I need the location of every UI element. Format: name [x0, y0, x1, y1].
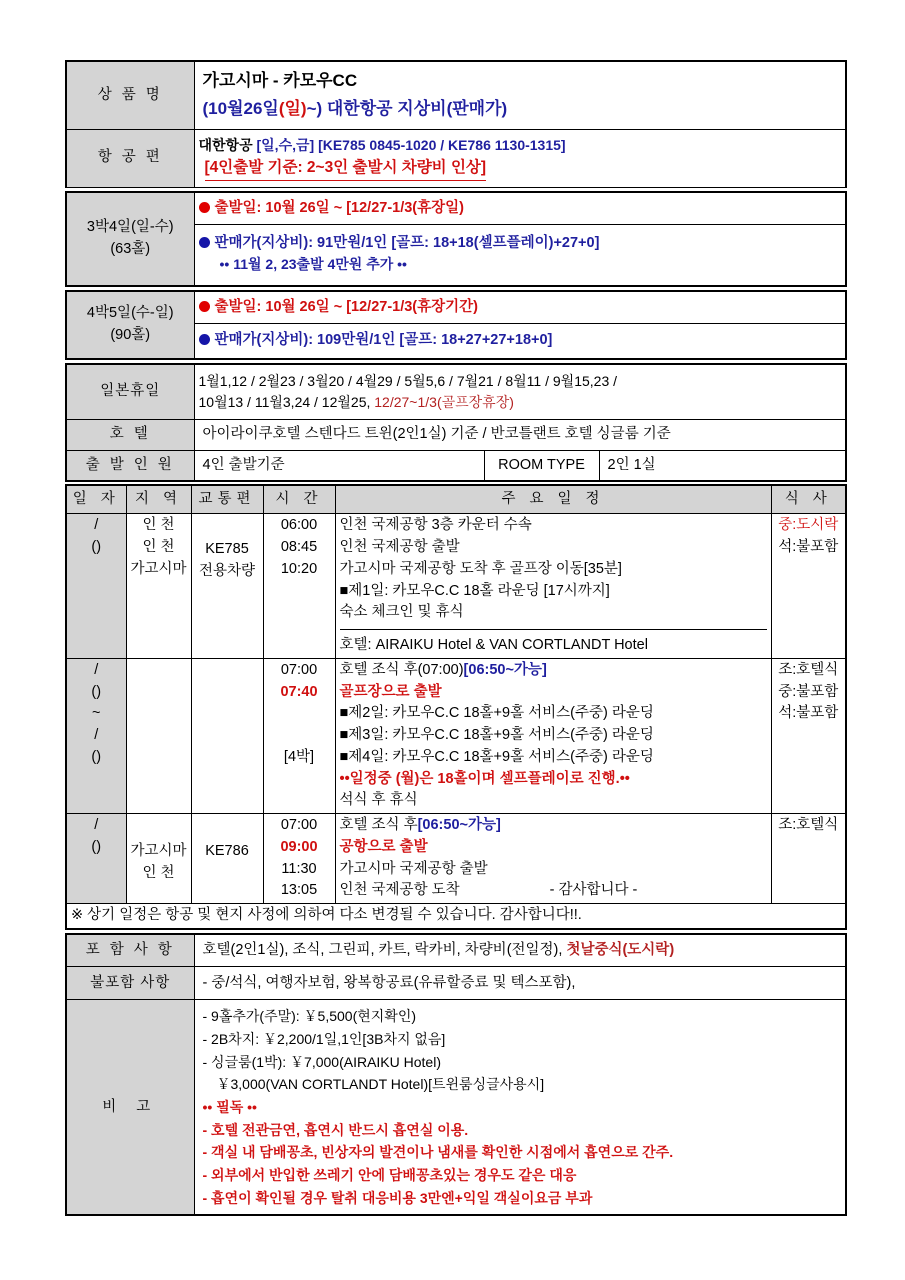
- package-a-table: [65, 191, 847, 287]
- blue-bullet-icon: [199, 237, 210, 248]
- pax-label: 출 발 인 원: [66, 451, 194, 481]
- product-title-suffix: ~) 대한항공 지상비(판매가): [306, 99, 508, 119]
- remark-line: - 싱글룸(1박): ￥7,000(AIRAIKU Hotel): [202, 1053, 441, 1070]
- day-1-transport-0: KE785: [205, 541, 249, 558]
- day-2-date-line-3: /: [94, 727, 99, 743]
- holidays-row: [66, 364, 846, 420]
- day-2-sched-1: 골프장으로 출발: [339, 683, 442, 700]
- day-1-date: [66, 514, 126, 659]
- day-3-region-1: 인 천: [142, 864, 175, 881]
- day-3-sched-0-text: 호텔 조식 후: [339, 817, 418, 833]
- day-2-sched-0: [340, 660, 767, 682]
- itinerary-row: [66, 658, 846, 813]
- room-type-value: 2인 1실: [599, 451, 846, 481]
- package-a-depart: [194, 192, 846, 225]
- day-2-meals: [771, 658, 846, 813]
- excluded-label: 불포함 사항: [66, 967, 194, 1000]
- day-2-date-line-0: /: [94, 661, 99, 678]
- day-3-date: [66, 814, 126, 904]
- itinerary-row: [66, 814, 846, 904]
- day-3-date-line-0: /: [94, 817, 99, 833]
- remark-line: - 객실 내 담배꽁초, 빈상자의 발견이나 냄새를 확인한 시점에서 흡연으로 간주.: [202, 1144, 674, 1161]
- remark-line: - 2B차지: ￥2,200/1일,1인[3B차지 없음]: [202, 1030, 446, 1047]
- terms-table: [65, 933, 847, 1217]
- day-2-date-line-4: (): [91, 748, 102, 765]
- remark-line: - 외부에서 반입한 쓰레기 안에 담배꽁초있는 경우도 같은 대응: [202, 1166, 577, 1183]
- remark-line: •• 필독 ••: [202, 1098, 257, 1115]
- day-1-time-2: 10:20: [280, 560, 318, 577]
- package-a-price: [194, 225, 846, 286]
- day-2-meal-2: 석:불포함: [778, 705, 839, 722]
- included-text-a: 호텔(2인1실), 조식, 그린피, 카트, 락카비, 차량비(전일정),: [202, 941, 567, 958]
- day-3-meal-0: 조:호텔식: [778, 817, 839, 833]
- day-2-sched-5: ••일정중 (월)은 18홀이며 셀프플레이로 진행.••: [339, 770, 630, 787]
- day-1-region-2: 가고시마: [130, 560, 187, 577]
- day-1-sched-0: 인천 국제공항 3층 카운터 수속: [339, 517, 532, 534]
- product-title-line2: [199, 97, 842, 122]
- package-a-extra-text: •• 11월 2, 23출발 4만원 추가 ••: [219, 256, 407, 273]
- day-2-transport: [191, 658, 263, 813]
- col-header-time: 시 간: [263, 485, 335, 514]
- hotel-value: 아이라이쿠호텔 스텐다드 트윈(2인1실) 기준 / 반코틀랜트 호텔 싱글룸 기준: [194, 420, 846, 451]
- remarks-row: [66, 1000, 846, 1216]
- day-1-transport-1: 전용차량: [198, 563, 256, 579]
- day-2-region: [126, 658, 191, 813]
- day-3-date-line-1: (): [91, 838, 102, 855]
- day-1-sched-1: 인천 국제공항 출발: [339, 539, 460, 555]
- included-value: [194, 934, 846, 967]
- product-title-weekday: (일): [278, 99, 307, 119]
- day-1-meal-0: 중:도시락: [778, 517, 839, 534]
- package-a-depart-row: [66, 192, 846, 225]
- flight-label: 항 공 편: [66, 129, 194, 187]
- col-header-transport: 교통편: [191, 485, 263, 514]
- day-3-sched-1: 공항으로 출발: [339, 838, 428, 855]
- remarks-value: [194, 1000, 846, 1216]
- day-1-region-0: 인 천: [142, 517, 175, 534]
- itinerary-row: [66, 514, 846, 659]
- room-type-label: ROOM TYPE: [484, 451, 599, 481]
- product-name-value: [194, 61, 846, 129]
- info-table: [65, 363, 847, 482]
- package-b-depart-text: 출발일: 10월 26일 ~ [12/27-1/3(휴장기간): [214, 298, 478, 315]
- package-a-depart-text: 출발일: 10월 26일 ~ [12/27-1/3(휴장일): [214, 199, 464, 216]
- col-header-region: 지 역: [126, 485, 191, 514]
- flight-row: [66, 129, 846, 187]
- package-b-table: [65, 290, 847, 360]
- included-label: 포 함 사 항: [66, 934, 194, 967]
- product-title-date-prefix: (10월26일: [202, 99, 279, 119]
- col-header-schedule: 주 요 일 정: [335, 485, 771, 514]
- day-2-schedule: [335, 658, 771, 813]
- day-3-sched-3-text: 인천 국제공항 도착: [339, 882, 460, 899]
- day-2-time-0: 07:00: [280, 661, 318, 678]
- day-1-sched-3: ■제1일: 카모우C.C 18홀 라운딩 [17시까지]: [339, 582, 610, 599]
- day-2-date: [66, 658, 126, 813]
- day-3-sched-0: [340, 815, 767, 837]
- day-3-time-2: 11:30: [281, 860, 317, 877]
- day-3-sched-0-suffix: [06:50~가능]: [417, 817, 501, 833]
- remark-line: - 9홀추가(주말): ￥5,500(현지확인): [202, 1008, 417, 1025]
- day-2-date-line-2: ~: [92, 705, 101, 722]
- hotel-row: [66, 420, 846, 451]
- package-b-price: [194, 324, 846, 359]
- product-row: [66, 61, 846, 129]
- product-title-line1: 가고시마 - 카모우CC: [202, 70, 358, 90]
- flight-value: [194, 129, 846, 187]
- day-1-region: [126, 514, 191, 659]
- day-2-sched-4: ■제4일: 카모우C.C 18홀+9홀 서비스(주중) 라운딩: [339, 748, 654, 765]
- day-2-sched-0-text: 호텔 조식 후(07:00): [339, 661, 464, 678]
- day-3-schedule: [335, 814, 771, 904]
- day-3-meals: [771, 814, 846, 904]
- excluded-value: - 중/석식, 여행자보험, 왕복항공료(유류할증료 및 텍스포함),: [194, 967, 846, 1000]
- package-a-duration: 3박4일(일-수): [86, 219, 174, 236]
- day-1-time-0: 06:00: [280, 517, 318, 534]
- day-3-sched-2: 가고시마 국제공항 출발: [339, 860, 488, 877]
- itinerary-table: [65, 484, 847, 930]
- col-header-meals: 식 사: [771, 485, 846, 514]
- disclaimer-row: [66, 904, 846, 929]
- red-bullet-icon: [199, 301, 210, 312]
- day-1-meal-1: 석:불포함: [778, 539, 839, 555]
- package-a-price-text: 판매가(지상비): 91만원/1인 [골프: 18+18(셀프플레이)+27+0]: [214, 235, 600, 252]
- red-bullet-icon: [199, 202, 210, 213]
- day-2-meal-0: 조:호텔식: [778, 661, 839, 678]
- included-text-b: 첫날중식(도시락): [566, 941, 675, 958]
- day-2-time-4: [4박]: [283, 748, 315, 765]
- day-3-time-3: 13:05: [280, 882, 318, 899]
- package-b-depart: [194, 291, 846, 324]
- day-3-sched-3-tail: - 감사합니다 -: [549, 882, 638, 899]
- remark-line: - 호텔 전관금연, 흡연시 반드시 흡연실 이용.: [202, 1121, 469, 1138]
- holidays-line2a: 10월13 / 11월3,24 / 12월25,: [198, 393, 371, 410]
- package-a-holes: (63홀): [110, 240, 151, 257]
- japan-holidays-value: [194, 364, 846, 420]
- day-3-time-1: 09:00: [280, 838, 318, 855]
- day-1-times: [263, 514, 335, 659]
- flight-carrier: 대한항공: [198, 136, 253, 153]
- hotel-label: 호 텔: [66, 420, 194, 451]
- remark-line: ￥3,000(VAN CORTLANDT Hotel)[트윈룸싱글사용시]: [216, 1076, 545, 1093]
- day-2-times: [263, 658, 335, 813]
- package-b-price-text: 판매가(지상비): 109만원/1인 [골프: 18+27+27+18+0]: [214, 332, 553, 349]
- package-b-label: [66, 291, 194, 359]
- itinerary-header-row: [66, 485, 846, 514]
- day-2-date-line-1: (): [91, 683, 102, 700]
- day-1-time-1: 08:45: [280, 539, 318, 555]
- japan-holidays-label: 일본휴일: [66, 364, 194, 420]
- day-2-sched-0-suffix: [06:50~가능]: [463, 661, 547, 678]
- day-3-region-0: 가고시마: [130, 843, 187, 859]
- day-2-sched-6: 석식 후 휴식: [339, 792, 418, 809]
- day-1-region-1: 인 천: [142, 539, 175, 555]
- day-2-time-1: 07:40: [280, 683, 318, 700]
- holidays-line1: 1월1,12 / 2월23 / 3월20 / 4월29 / 5월5,6 / 7월21 / 8월11 / 9월15,23 /: [198, 373, 618, 390]
- col-header-date: 일 자: [66, 485, 126, 514]
- day-3-sched-3: [340, 880, 767, 902]
- day-3-time-0: 07:00: [280, 817, 318, 833]
- day-1-hotel-note: 호텔: AIRAIKU Hotel & VAN CORTLANDT Hotel: [340, 629, 767, 657]
- document-page: [65, 60, 845, 1216]
- day-3-region: [126, 814, 191, 904]
- package-a-label: [66, 192, 194, 286]
- day-1-date-line-1: (): [91, 539, 102, 555]
- disclaimer-text: ※ 상기 일정은 항공 및 현지 사정에 의하여 다소 변경될 수 있습니다. 감사합니다!!.: [66, 904, 846, 929]
- package-b-depart-row: [66, 291, 846, 324]
- blue-bullet-icon: [199, 334, 210, 345]
- excluded-row: [66, 967, 846, 1000]
- pax-row: [66, 451, 846, 481]
- day-1-sched-4: 숙소 체크인 및 휴식: [339, 604, 464, 621]
- day-1-meals: [771, 514, 846, 659]
- holidays-closed: 12/27~1/3(골프장휴장): [374, 393, 514, 410]
- package-b-holes: (90홀): [110, 326, 151, 343]
- day-1-sched-2: 가고시마 국제공항 도착 후 골프장 이동[35분]: [339, 560, 622, 577]
- day-1-date-line-0: /: [94, 517, 99, 534]
- day-3-transport: [191, 814, 263, 904]
- day-2-sched-3: ■제3일: 카모우C.C 18홀+9홀 서비스(주중) 라운딩: [339, 727, 654, 743]
- day-3-transport-0: KE786: [205, 843, 249, 859]
- product-name-label: 상 품 명: [66, 61, 194, 129]
- day-3-times: [263, 814, 335, 904]
- header-table: [65, 60, 847, 188]
- remarks-label: 비 고: [66, 1000, 194, 1216]
- day-1-transport: [191, 514, 263, 659]
- pax-value: 4인 출발기준: [194, 451, 484, 481]
- day-2-meal-1: 중:불포함: [778, 683, 839, 700]
- remarks-list: [203, 1005, 838, 1209]
- flight-notice: [4인출발 기준: 2~3인 출발시 차량비 인상]: [205, 157, 487, 181]
- day-2-sched-2: ■제2일: 카모우C.C 18홀+9홀 서비스(주중) 라운딩: [339, 705, 654, 722]
- day-1-schedule: [335, 514, 771, 659]
- package-b-duration: 4박5일(수-일): [86, 305, 174, 322]
- included-row: [66, 934, 846, 967]
- flight-detail: [일,수,금] [KE785 0845-1020 / KE786 1130-1315]: [256, 136, 566, 153]
- remark-line: - 흡연이 확인될 경우 탈취 대응비용 3만엔+익일 객실이요금 부과: [202, 1189, 593, 1206]
